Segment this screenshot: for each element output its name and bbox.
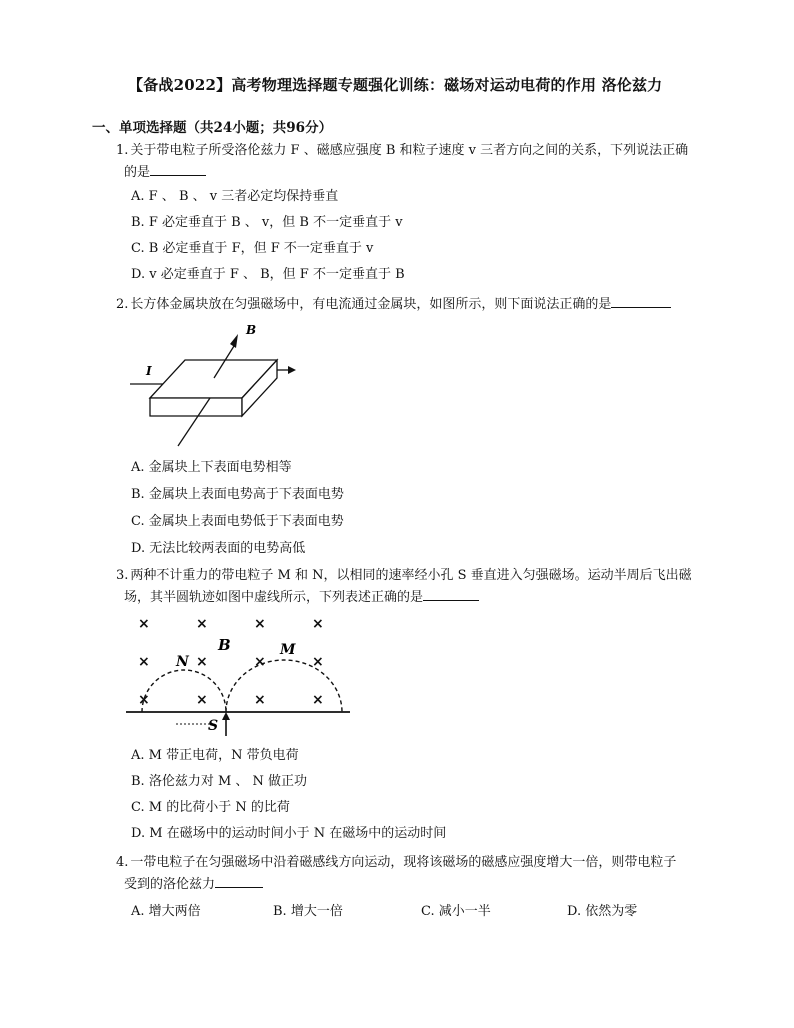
magnetic-field-figure [122,612,354,740]
current-label: I [146,364,152,378]
question-text-line1: 关于带电粒子所受洛伦兹力 F 、磁感应强度 B 和粒子速度 v 三者方向之间的关系，下列说法正确 [130,143,689,158]
option-b[interactable]: B. 洛伦兹力对 M 、 N 做正功 [131,774,308,789]
question-number: 4. [116,855,129,870]
x-mark: × [138,654,150,670]
field-x-marks [138,616,324,708]
n-label: N [176,654,189,670]
option-c[interactable]: C. B 必定垂直于 F，但 F 不一定垂直于 v [131,241,374,256]
x-mark: × [138,692,150,708]
x-mark: × [254,692,266,708]
x-mark: × [254,616,266,632]
metal-block-figure [122,320,302,450]
question-4-stem [116,852,716,896]
x-mark: × [312,616,324,632]
question-text-line1: 一带电粒子在匀强磁场中沿着磁感线方向运动，现将该磁场的磁感应强度增大一倍，则带电粒子 [130,855,677,870]
b-field-arrowhead [230,334,238,348]
m-label: M [280,642,296,658]
option-d[interactable]: D. 依然为零 [567,904,638,919]
trajectory-m [226,660,342,712]
x-mark: × [196,654,208,670]
option-a[interactable]: A. F 、 B 、 v 三者必定均保持垂直 [131,189,339,204]
question-number: 2. [116,297,129,312]
question-text-line1: 两种不计重力的带电粒子 M 和 N，以相同的速率经小孔 S 垂直进入匀强磁场。运动半周后飞出磁 [130,568,692,583]
answer-blank[interactable] [215,875,263,888]
x-mark: × [196,692,208,708]
block-front-face [150,398,242,416]
slit-label: S [208,718,219,734]
option-b[interactable]: B. 增大一倍 [273,904,343,919]
option-d[interactable]: D. M 在磁场中的运动时间小于 N 在磁场中的运动时间 [131,826,447,841]
question-text-line2: 的是 [124,165,151,180]
page-title: 【备战2022】高考物理选择题专题强化训练：磁场对运动电荷的作用 洛伦兹力 [128,76,663,94]
b-field-label: B [218,636,231,654]
x-mark: × [254,654,266,670]
option-c[interactable]: C. 减小一半 [421,904,491,919]
question-text-line2: 受到的洛伦兹力 [124,877,216,892]
section-heading: 一、单项选择题（共24小题；共96分） [92,120,333,136]
answer-blank[interactable] [150,163,206,176]
current-out-arrowhead [288,366,296,374]
question-text-line2: 场，其半圆轨迹如图中虚线所示，下列表述正确的是 [124,590,424,605]
question-2-stem [116,294,716,316]
trajectory-n [142,670,226,712]
question-3-stem [116,565,716,609]
x-mark: × [312,654,324,670]
answer-blank[interactable] [423,588,479,601]
x-mark: × [312,692,324,708]
question-number: 1. [116,143,129,158]
option-c[interactable]: C. M 的比荷小于 N 的比荷 [131,800,290,815]
question-text-line1: 长方体金属块放在匀强磁场中，有电流通过金属块，如图所示，则下面说法正确的是 [130,297,612,312]
option-a[interactable]: A. 金属块上下表面电势相等 [131,460,292,475]
x-mark: × [196,616,208,632]
b-field-label: B [246,323,257,337]
question-number: 3. [116,568,129,583]
x-mark: × [138,616,150,632]
entry-arrowhead [222,712,230,720]
option-c[interactable]: C. 金属块上表面电势低于下表面电势 [131,514,344,529]
answer-blank[interactable] [611,295,671,308]
option-d[interactable]: D. v 必定垂直于 F 、 B，但 F 不一定垂直于 B [131,267,405,282]
option-a[interactable]: A. 增大两倍 [131,904,201,919]
question-1-stem [116,140,716,184]
option-b[interactable]: B. F 必定垂直于 B 、 v，但 B 不一定垂直于 v [131,215,403,230]
option-d[interactable]: D. 无法比较两表面的电势高低 [131,541,306,556]
option-b[interactable]: B. 金属块上表面电势高于下表面电势 [131,487,344,502]
option-a[interactable]: A. M 带正电荷，N 带负电荷 [131,748,299,763]
